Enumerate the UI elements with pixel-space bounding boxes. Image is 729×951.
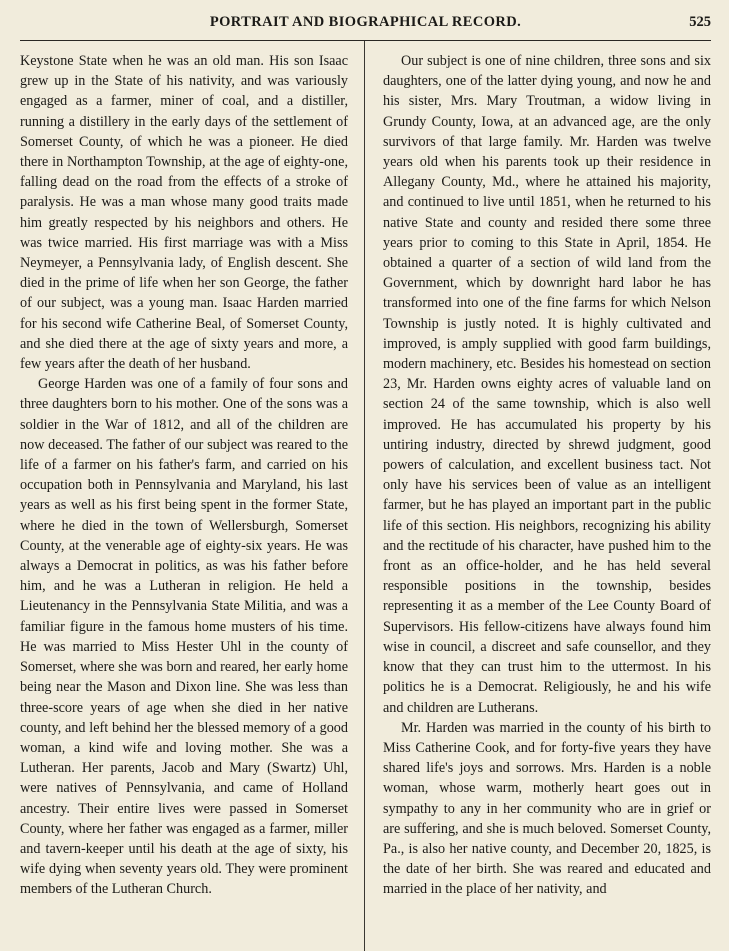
left-column (20, 51, 348, 900)
column-divider (364, 41, 365, 951)
paragraph: George Harden was one of a family of four sons and three daughters born to his mother. One of the sons was a soldier in the War of 1812, and all of the children are now deceased. The father of our subject was reared to the life of a farmer on his father's farm, and carried on his occupation both in Pennsylvania and Maryland, his last years as well as his first being spent in the former State, where he died in the town of Wellersburgh, Somerset County, at the venerable age of eighty-six years. He was always a Democrat in politics, as was his father before him, and he was a Lutheran in religion. He held a Lieutenancy in the Pennsylvania State Militia, and was a familiar figure in the famous home musters of his time. He was married to Miss Hester Uhl in the county of Somerset, where she was born and reared, her early home being near the Mason and Dixon line. She was less than three-score years of age when she died in her native county, and left behind her the blessed memory of a good woman, a kind wife and loving mother. She was a Lutheran. Her parents, Jacob and Mary (Swartz) Uhl, were natives of Pennsylvania, and came of Holland ancestry. Their entire lives were passed in Somerset County, where her father was engaged as a farmer, miller and tavern-keeper until his death at the age of sixty, his wife dying when seventy years old. They were prominent members of the Lutheran Church. (20, 376, 348, 898)
paragraph: Mr. Harden was married in the county of his birth to Miss Catherine Cook, and for forty-five years they have shared life's joys and sorrows. Mrs. Harden is a noble woman, whose warm, motherly heart goes out in sympathy to any in her community who are in grief or are suffering, and she is much beloved. Somerset County, Pa., is also her native county, and December 20, 1825, is the date of her birth. She was reared and educated and married in the place of her nativity, and (383, 719, 711, 898)
running-title: PORTRAIT AND BIOGRAPHICAL RECORD. (209, 14, 522, 30)
paragraph: Our subject is one of nine children, three sons and six daughters, one of the latter dying young, and now he and his sister, Mrs. Mary Troutman, a widow living in Grundy County, Iowa, at an advanced age, are the only survivors of that large family. Mr. Harden was twelve years old when his parents took up their residence in Allegany County, Md., where he attained his majority, and continued to live until 1851, when he returned to his native State and county and resided there some three years prior to coming to this State in April, 1854. He obtained a quarter of a section of wild land from the Government, which by downright hard labor he has transformed into one of the fine farms for which Nelson Township is justly noted. It is highly cultivated and improved, is amply supplied with good farm buildings, modern machinery, etc. Besides his homestead on section 23, Mr. Harden owns eighty acres of valuable land on section 24 of the same township, which is also well improved. He has accumulated his property by his untiring industry, directed by shrewd judgment, good powers of calculation, and excellent business tact. Not only have his services been of value as an intelligent farmer, but he has played an important part in the public life of this section. His neighbors, recognizing his ability and the rectitude of his character, have pushed him to the front as an office-holder, and he has held several responsible positions in the township, besides representing it as a member of the Lee County Board of Supervisors. His fellow-citizens have always found him wise in council, a discreet and safe counsellor, and they know that they can trust him to the uttermost. In his politics he is a Democrat. Religiously, he and his wife and children are Lutherans. (383, 53, 711, 716)
page-header (20, 12, 711, 41)
text-columns (20, 51, 711, 900)
paragraph: Keystone State when he was an old man. His son Isaac grew up in the State of his nativity, and was variously engaged as a farmer, miner of coal, and a distiller, running a distillery in the early days of the settlement of Somerset County, of which he was a pioneer. He died there in Northampton Township, at the age of eighty-one, falling dead on the road from the effects of a stroke of paralysis. He was a man whose many good traits made him greatly respected by his neighbors and others. He was twice married. His first marriage was with a Miss Neymeyer, a Pennsylvania lady, of English descent. She died in the prime of life when her son George, the father of our subject, was a young man. Isaac Harden married for his second wife Catherine Beal, of Somerset County, and she died there at the age of sixty years and more, a few years after the death of her husband. (20, 53, 348, 373)
page-number: 525 (689, 14, 711, 30)
right-column (383, 51, 711, 900)
